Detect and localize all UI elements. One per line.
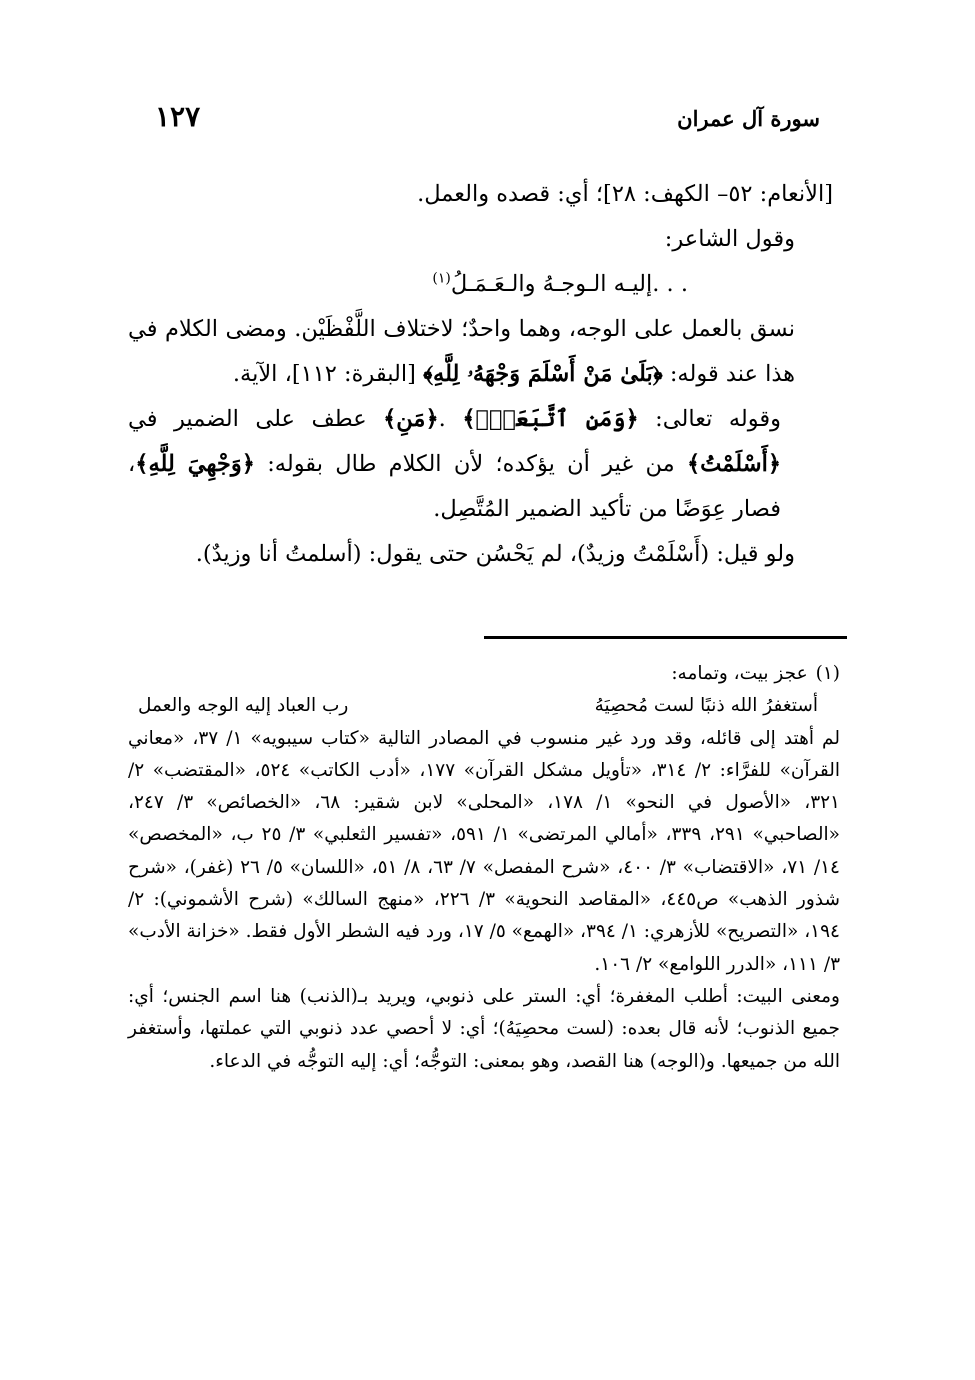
footnotes	[128, 658, 840, 1078]
footnote-meaning: ومعنى البيت: أطلب المغفرة؛ أي: الستر على ذنوبي، ويريد بـ(الذنب) هنا اسم الجنس؛ أي: جميع الذنوب؛ لأنه قال بعده: (لست محصِيَهُ)؛ أي: لا أحصي عدد ذنوبي التي عملتها، وأستغفر الله من جميعها. و(الوجه) هنا القصد، وهو بمعنى: التوجُّه؛ أي: إليه التوجُّه في الدعاء.	[128, 985, 840, 1072]
quran-quote: ﴿وَجْهِيَ لِلَّهِ﴾	[135, 451, 255, 477]
text-line: [الأنعام: ٥٢– الكهف: ٢٨]؛ أي: قصده والعمل.	[417, 181, 833, 207]
footnote-sources: لم أهتد إلى قائله، وقد ورد غير منسوب في المصادر التالية «كتاب سيبويه» ١/ ٣٧، «معاني القرآن» للفرَّاء: ٢/ ٣١٤، «تأويل مشكل القرآن» ١٧٧، «أدب الكاتب» ٥٢٤، «المقتضب» ٢/ ٣٢١، «الأصول في النحو» ١/ ١٧٨، «المحلى» لابن شقير: ٦٨، «الخصائص» ٣/ ٢٤٧، «الصاحبي» ٢٩١، ٣٣٩، «أمالي المرتضى» ١/ ٥٩١، «تفسير الثعلبي» ٣/ ٢٥ ب، «المخصص» ١٤/ ٧١، «الاقتضاب» ٣/ ٤٠٠، «شرح المفصل» ٧/ ٦٣، ٨/ ٥١، «اللسان» ٥/ ٢٦ (غفر)، «شرح شذور الذهب» ص٤٤٥، «المقاصد النحوية» ٣/ ٢٢٦، «منهج السالك» (شرح الأشموني): ٢/ ١٩٤، «التصريح» للأزهري: ١/ ٣٩٤، «الهمع» ٥/ ١٧، ورد فيه الشطر الأول فقط. «خزانة الأدب» ٣/ ١١١، «الدرر اللوامع» ٢/ ١٠٦.	[128, 727, 841, 975]
text-span: من غير أن يؤكده؛ لأن الكلام طال بقوله:	[254, 451, 687, 477]
quran-quote: ﴿وَمَنِ ٱتَّبَعَنِۗ﴾	[462, 406, 639, 432]
footnote-intro	[128, 658, 840, 690]
quoted-verse	[128, 262, 833, 307]
text-span: [البقرة: ١١٢]، الآية.	[232, 361, 424, 387]
quran-quote: ﴿مَنِ﴾	[383, 406, 439, 432]
poem-hemistich-first: أستغفرُ الله ذنبًا لست مُحصِيَهُ	[594, 695, 818, 717]
text-span: عطف على الضمير في	[128, 406, 384, 432]
quran-quote: ﴿بَلَىٰ مَنْ أَسْلَمَ وَجْهَهُۥ لِلَّهِ﴾	[423, 361, 663, 387]
paragraph: ولو قيل: (أَسْلَمْتُ وزيدٌ)، لم يَحْسُن حتى يقول: (أسلمتُ أنا وزيدٌ).	[195, 541, 795, 567]
footnote-divider	[484, 636, 847, 639]
running-title: سورة آل عمران	[677, 106, 820, 131]
text-span: ، فصار عِوَضًا من تأكيد الضمير المُتَّصِل.	[128, 451, 781, 522]
footnote-marker: (١)	[432, 270, 451, 287]
quran-quote: ﴿أَسْلَمْتُ﴾	[686, 451, 782, 477]
verse-text: . . .إليـه الـوجـهُ والـعَـمَـلُ	[450, 271, 688, 297]
poem-hemistich-second: رب العباد إليه الوجه والعمل	[138, 695, 349, 717]
text-span: نسق بالعمل على الوجه، وهما واحدٌ؛ لاختلاف اللَّفْظَيْن. ومضى الكلام في هذا عند قوله:	[128, 316, 795, 387]
footnote-number: (١)	[815, 663, 840, 684]
text-span: وقوله تعالى:	[638, 406, 781, 432]
main-text	[128, 172, 833, 577]
paragraph	[128, 307, 833, 397]
footnote-poem	[128, 690, 840, 722]
page-number: ١٢٧	[155, 100, 201, 133]
paragraph	[128, 397, 833, 532]
text-span: .	[438, 406, 463, 432]
text-line: وقول الشاعر:	[664, 226, 795, 252]
page-header	[125, 98, 820, 138]
text-span: عجز بيت، وتمامه:	[671, 663, 808, 684]
